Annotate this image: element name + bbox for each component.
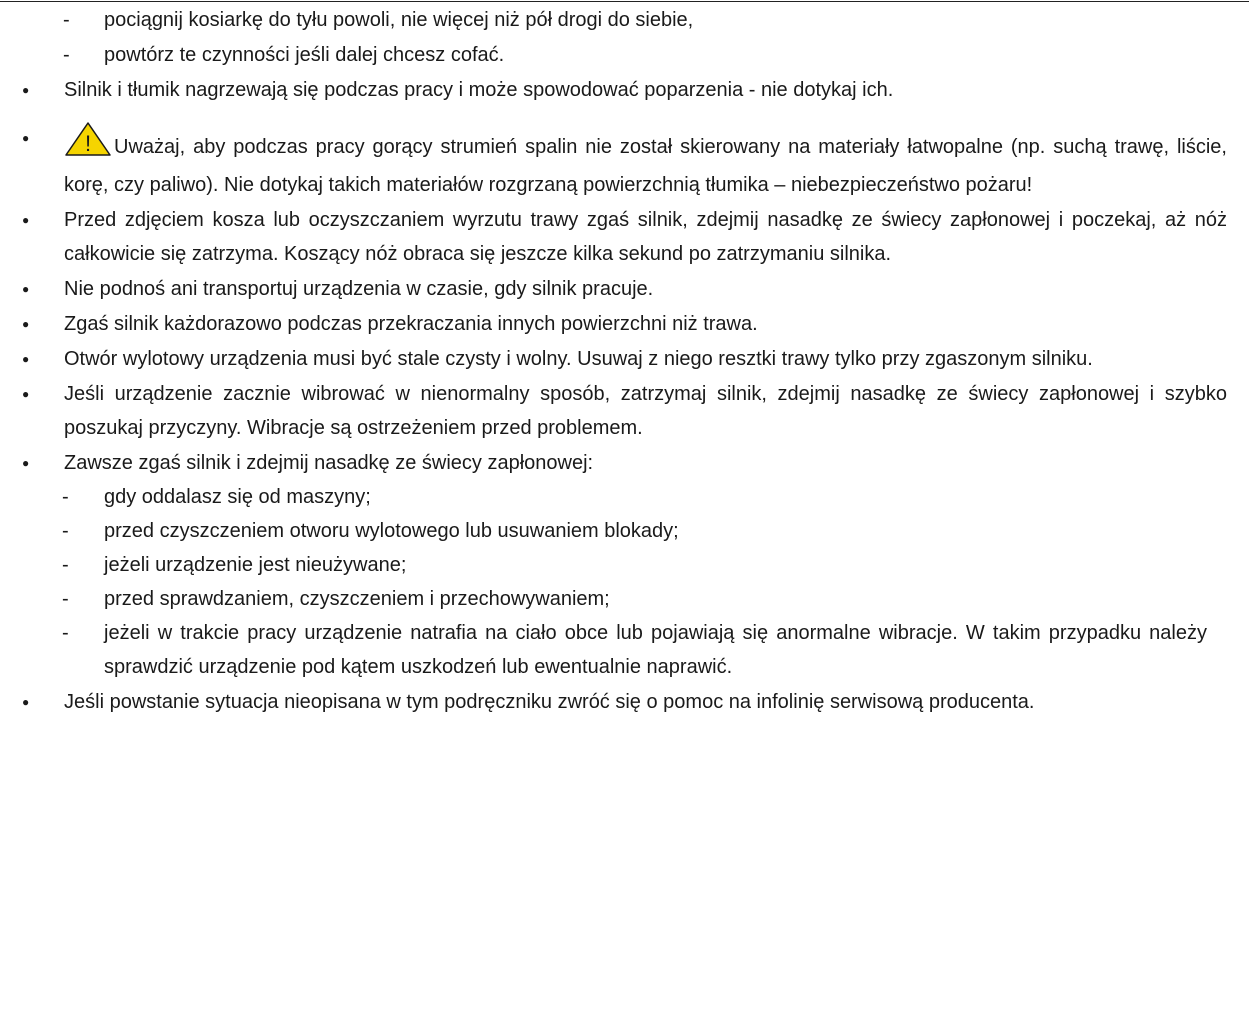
list-item bbox=[0, 446, 1249, 684]
list-item bbox=[0, 121, 1249, 202]
bullet-text: Otwór wylotowy urządzenia musi być stale czysty i wolny. Usuwaj z niego resztki trawy tylko przy zgaszonym silniku. bbox=[64, 348, 1093, 370]
bullet-marker: ● bbox=[22, 695, 30, 709]
bullet-text: Nie podnoś ani transportuj urządzenia w czasie, gdy silnik pracuje. bbox=[64, 278, 654, 300]
always-stop-cases bbox=[64, 480, 1227, 684]
list-item bbox=[0, 38, 1249, 72]
bullet-text: Jeśli urządzenie zacznie wibrować w nienormalny sposób, zatrzymaj silnik, zdejmij nasadkę ze świecy zapłonowej i szybko poszukaj przyczyny. Wibracje są ostrzeżeniem przed problemem. bbox=[64, 383, 1227, 439]
case-text: jeżeli w trakcie pracy urządzenie natrafia na ciało obce lub pojawiają się anormalne wibracje. W takim przypadku należy sprawdzić urządzenie pod kątem uszkodzeń lub ewentualnie naprawić. bbox=[104, 622, 1207, 678]
bullet-marker: ● bbox=[22, 317, 30, 331]
warning-glyph: ! bbox=[84, 131, 92, 156]
list-item bbox=[0, 342, 1249, 376]
case-text: przed sprawdzaniem, czyszczeniem i przechowywaniem; bbox=[104, 588, 610, 610]
bullet-text: Uważaj, aby podczas pracy gorący strumień spalin nie został skierowany na materiały łatwopalne (np. suchą trawę, liście, korę, czy paliwo). Nie dotykaj takich materiałów rozgrzaną powierzchnią tłumika – niebezpieczeństwo pożaru! bbox=[64, 136, 1227, 196]
step-text: powtórz te czynności jeśli dalej chcesz cofać. bbox=[104, 44, 505, 66]
dash-marker: - bbox=[63, 44, 70, 66]
dash-marker: - bbox=[62, 554, 69, 576]
list-item bbox=[0, 685, 1249, 719]
list-item bbox=[0, 203, 1249, 271]
list-item bbox=[0, 73, 1249, 107]
bullet-text: Jeśli powstanie sytuacja nieopisana w tym podręczniku zwróć się o pomoc na infolinię serwisową producenta. bbox=[64, 691, 1035, 713]
bullet-text: Silnik i tłumik nagrzewają się podczas pracy i może spowodować poparzenia - nie dotykaj ich. bbox=[64, 79, 894, 101]
bullet-marker: ● bbox=[22, 83, 30, 97]
case-text: przed czyszczeniem otworu wylotowego lub usuwaniem blokady; bbox=[104, 520, 679, 542]
bullet-marker: ● bbox=[22, 282, 30, 296]
safety-bullets bbox=[0, 73, 1249, 719]
bullet-marker: ● bbox=[22, 456, 30, 470]
bullet-marker: ● bbox=[22, 352, 30, 366]
list-item bbox=[0, 272, 1249, 306]
dash-marker: - bbox=[62, 520, 69, 542]
bullet-marker: ● bbox=[22, 387, 30, 401]
case-text: jeżeli urządzenie jest nieużywane; bbox=[104, 554, 407, 576]
step-text: pociągnij kosiarkę do tyłu powoli, nie więcej niż pół drogi do siebie, bbox=[104, 9, 694, 31]
intro-steps bbox=[0, 3, 1249, 72]
list-item bbox=[64, 514, 1227, 548]
bullet-text: Zawsze zgaś silnik i zdejmij nasadkę ze świecy zapłonowej: bbox=[64, 452, 594, 474]
list-item bbox=[0, 377, 1249, 445]
list-item bbox=[0, 3, 1249, 37]
list-item bbox=[64, 548, 1227, 582]
case-text: gdy oddalasz się od maszyny; bbox=[104, 486, 371, 508]
bullet-marker: ● bbox=[22, 213, 30, 227]
list-item bbox=[0, 307, 1249, 341]
bullet-marker: ● bbox=[22, 131, 30, 145]
bullet-text: Przed zdjęciem kosza lub oczyszczaniem wyrzutu trawy zgaś silnik, zdejmij nasadkę ze świecy zapłonowej i poczekaj, aż nóż całkowicie się zatrzyma. Koszący nóż obraca się jeszcze kilka sekund po zatrzymaniu silnika. bbox=[64, 209, 1227, 265]
list-item bbox=[64, 480, 1227, 514]
warning-triangle-icon bbox=[64, 121, 112, 168]
dash-marker: - bbox=[62, 486, 69, 508]
dash-marker: - bbox=[62, 588, 69, 610]
list-item bbox=[64, 582, 1227, 616]
dash-marker: - bbox=[63, 9, 70, 31]
bullet-text: Zgaś silnik każdorazowo podczas przekraczania innych powierzchni niż trawa. bbox=[64, 313, 758, 335]
list-item bbox=[64, 616, 1227, 684]
dash-marker: - bbox=[62, 622, 69, 644]
